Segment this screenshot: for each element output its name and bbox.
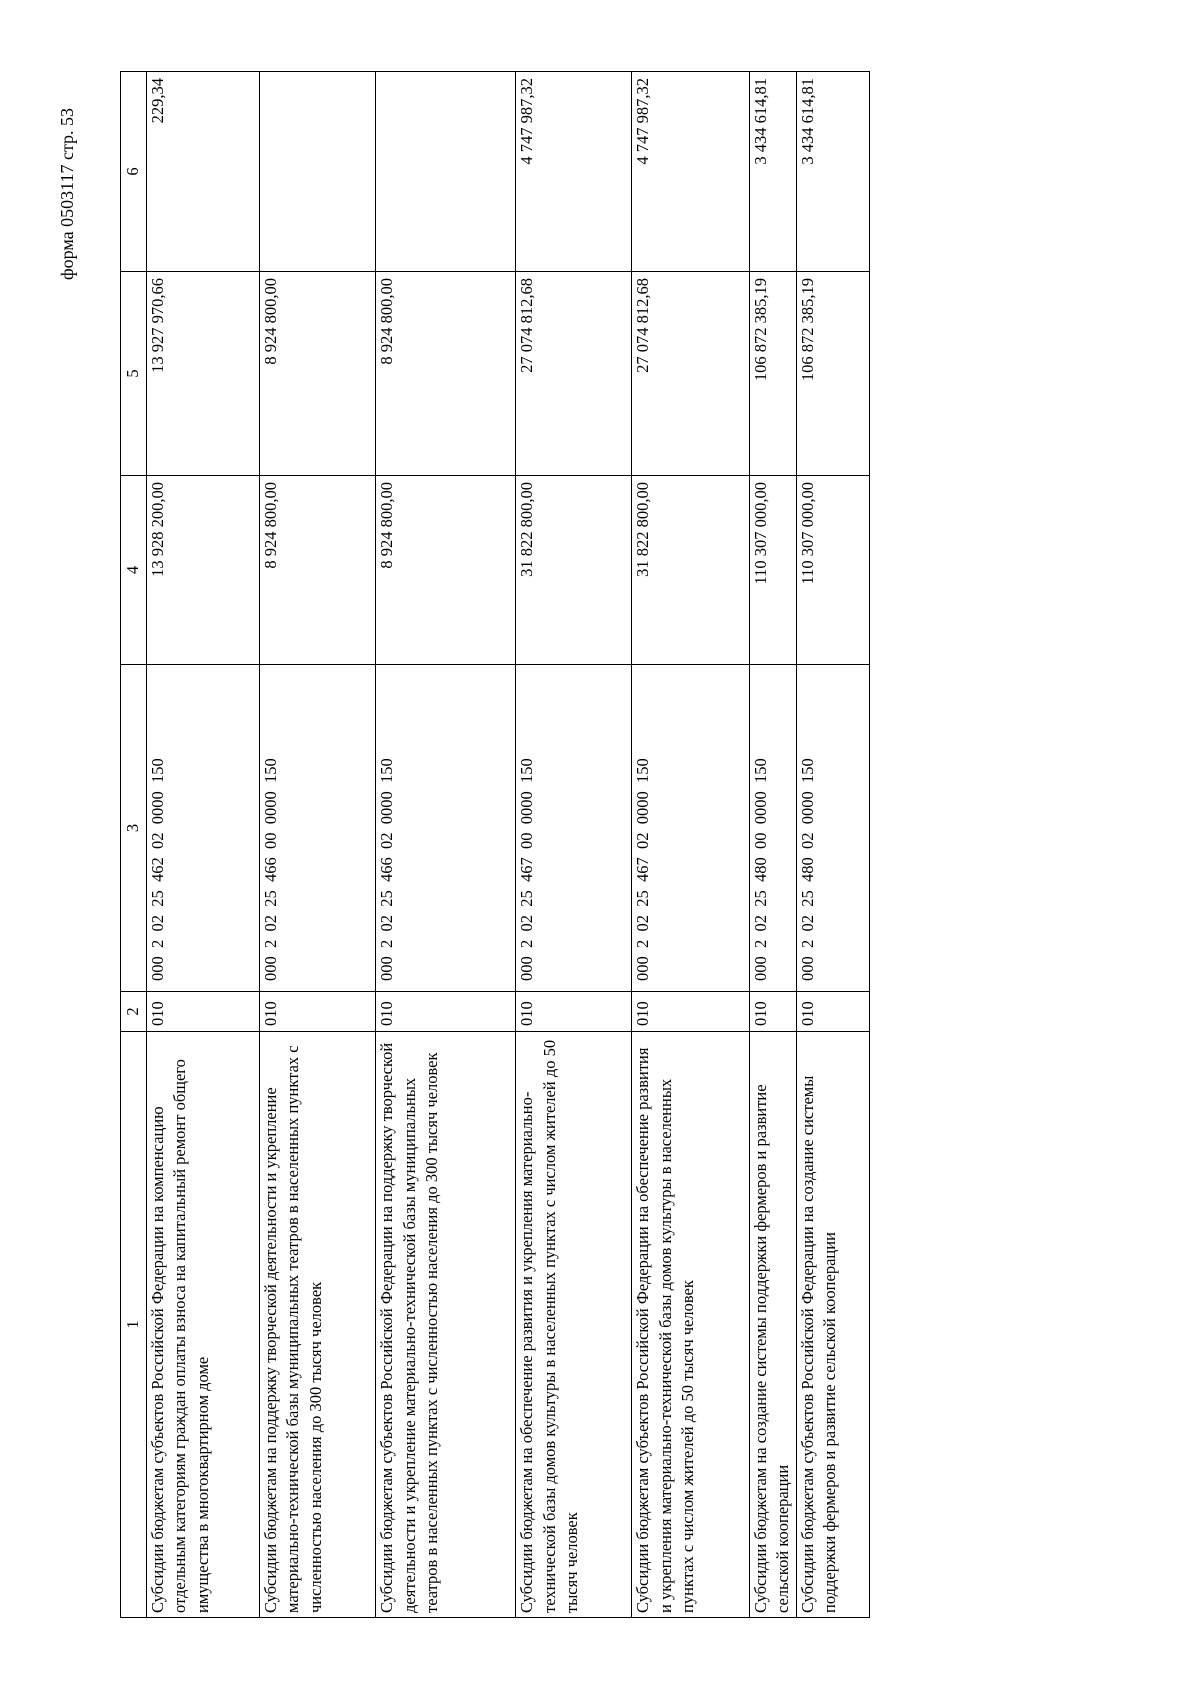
- row-line-code: 010: [146, 992, 259, 1032]
- row-name: Субсидии бюджетам субъектов Российской Федерации на обеспечение развития и укрепления материально-технической базы домов культуры в населенных пунктах с числом жителей до 50 тысяч человек: [632, 1032, 749, 1618]
- row-executed-amount: 13 927 970,66: [146, 272, 259, 476]
- form-page-reference: форма 0503117 стр. 53: [57, 107, 77, 280]
- row-line-code: 010: [259, 992, 375, 1032]
- column-number-3: 3: [121, 665, 147, 992]
- row-approved-amount: 13 928 200,00: [146, 476, 259, 665]
- row-unexecuted-amount: 3 434 614,81: [796, 72, 869, 272]
- row-budget-classification-code: 000 2 02 25 462 02 0000 150: [146, 665, 259, 992]
- row-name: Субсидии бюджетам на создание системы поддержки фермеров и развитие сельской кооперации: [749, 1032, 796, 1618]
- row-budget-classification-code: 000 2 02 25 480 02 0000 150: [796, 665, 869, 992]
- row-line-code: 010: [749, 992, 796, 1032]
- rotated-report-sheet: [120, 72, 870, 1618]
- row-budget-classification-code: 000 2 02 25 466 02 0000 150: [376, 665, 516, 992]
- row-executed-amount: 27 074 812,68: [632, 272, 749, 476]
- row-unexecuted-amount: 3 434 614,81: [749, 72, 796, 272]
- row-name: Субсидии бюджетам субъектов Российской Федерации на поддержку творческой деятельности и укрепление материально-технической базы муниципальных театров в населенных пунктах с численностью населения до 300 тысяч человек: [376, 1032, 516, 1618]
- row-approved-amount: 110 307 000,00: [796, 476, 869, 665]
- column-number-4: 4: [121, 476, 147, 665]
- row-line-code: 010: [796, 992, 869, 1032]
- row-unexecuted-amount: [376, 72, 516, 272]
- row-approved-amount: 31 822 800,00: [632, 476, 749, 665]
- row-unexecuted-amount: [259, 72, 375, 272]
- row-approved-amount: 110 307 000,00: [749, 476, 796, 665]
- column-number-header-row: [121, 72, 147, 1618]
- row-executed-amount: 106 872 385,19: [749, 272, 796, 476]
- row-executed-amount: 8 924 800,00: [259, 272, 375, 476]
- row-approved-amount: 31 822 800,00: [516, 476, 632, 665]
- row-name: Субсидии бюджетам субъектов Российской Федерации на создание системы поддержки фермеров и развитие сельской кооперации: [796, 1032, 869, 1618]
- row-budget-classification-code: 000 2 02 25 467 00 0000 150: [516, 665, 632, 992]
- row-budget-classification-code: 000 2 02 25 466 00 0000 150: [259, 665, 375, 992]
- budget-income-table: [120, 71, 870, 1618]
- row-executed-amount: 106 872 385,19: [796, 272, 869, 476]
- table-row: [516, 72, 632, 1618]
- row-name: Субсидии бюджетам субъектов Российской Федерации на компенсацию отдельным категориям граждан оплаты взноса на капитальный ремонт общего имущества в многоквартирном доме: [146, 1032, 259, 1618]
- row-executed-amount: 27 074 812,68: [516, 272, 632, 476]
- row-line-code: 010: [516, 992, 632, 1032]
- row-approved-amount: 8 924 800,00: [259, 476, 375, 665]
- row-unexecuted-amount: 4 747 987,32: [632, 72, 749, 272]
- column-number-6: 6: [121, 72, 147, 272]
- table-row: [796, 72, 869, 1618]
- table-row: [376, 72, 516, 1618]
- row-line-code: 010: [632, 992, 749, 1032]
- row-unexecuted-amount: 229,34: [146, 72, 259, 272]
- row-line-code: 010: [376, 992, 516, 1032]
- column-number-1: 1: [121, 1032, 147, 1618]
- column-number-2: 2: [121, 992, 147, 1032]
- row-executed-amount: 8 924 800,00: [376, 272, 516, 476]
- row-approved-amount: 8 924 800,00: [376, 476, 516, 665]
- table-row: [146, 72, 259, 1618]
- table-row: [749, 72, 796, 1618]
- table-row: [259, 72, 375, 1618]
- row-budget-classification-code: 000 2 02 25 467 02 0000 150: [632, 665, 749, 992]
- row-name: Субсидии бюджетам на поддержку творческой деятельности и укрепление материально-технической базы муниципальных театров в населенных пунктах с численностью населения до 300 тысяч человек: [259, 1032, 375, 1618]
- row-budget-classification-code: 000 2 02 25 480 00 0000 150: [749, 665, 796, 992]
- table-row: [632, 72, 749, 1618]
- row-name: Субсидии бюджетам на обеспечение развития и укрепления материально-технической базы домов культуры в населенных пунктах с числом жителей до 50 тысяч человек: [516, 1032, 632, 1618]
- row-unexecuted-amount: 4 747 987,32: [516, 72, 632, 272]
- column-number-5: 5: [121, 272, 147, 476]
